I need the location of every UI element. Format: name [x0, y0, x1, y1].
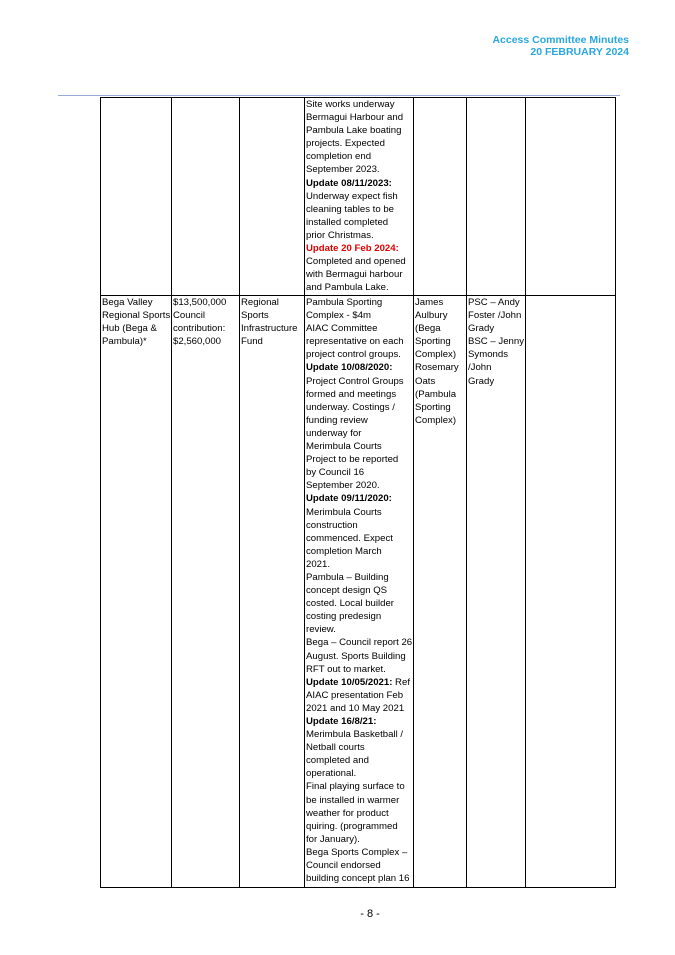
text-line: Infrastructure: [241, 323, 298, 335]
text-line: [306, 532, 412, 545]
header-rule: [58, 95, 620, 96]
text-run: Merimbula Courts: [306, 441, 382, 453]
text-run: 2021.: [306, 558, 331, 570]
text-line: [306, 506, 412, 519]
document-header: [492, 34, 629, 58]
text-run: operational.: [306, 768, 357, 780]
notes-cell: [526, 98, 616, 296]
text-run: project control groups.: [306, 349, 401, 361]
text-line: $13,500,000: [173, 297, 227, 308]
text-run: Site works underway: [306, 99, 395, 110]
text-run: Merimbula Courts: [306, 506, 382, 518]
text-line: (Bega: [415, 323, 441, 335]
group-cell: [467, 98, 526, 296]
text-run: AIAC Committee: [306, 323, 378, 335]
text-line: [306, 137, 412, 150]
text-line: [306, 689, 412, 702]
text-line: $2,560,000: [173, 336, 222, 348]
text-line: [306, 584, 412, 597]
text-line: [306, 820, 412, 833]
text-line: [306, 322, 412, 335]
text-run: Final playing surface to: [306, 781, 405, 793]
text-line: [306, 124, 412, 137]
update-heading: Update 20 Feb 2024:: [306, 243, 399, 255]
text-run: Completed and opened: [306, 256, 406, 268]
text-line: [306, 728, 412, 741]
text-line: [306, 872, 412, 885]
project-cell: [101, 296, 172, 888]
text-line: Sports: [241, 310, 269, 322]
text-line: [306, 427, 412, 440]
project-cell: [101, 98, 172, 296]
text-run: September 2023.: [306, 164, 380, 176]
text-line: Oats: [415, 375, 436, 387]
text-run: Pambula – Building: [306, 571, 389, 583]
text-line: [306, 610, 412, 623]
text-line: [306, 177, 412, 190]
text-line: [306, 558, 412, 571]
text-line: Complex): [415, 414, 457, 426]
responsible-cell: [414, 296, 467, 888]
text-line: [306, 361, 412, 374]
text-run: installed completed: [306, 216, 389, 228]
text-run: costing predesign: [306, 611, 382, 623]
text-line: Fund: [241, 336, 263, 348]
text-run: completion end: [306, 151, 372, 163]
update-heading: Update 16/8/21:: [306, 716, 377, 727]
text-run: September 2020.: [306, 480, 380, 492]
text-line: Hub (Bega &: [102, 323, 157, 335]
funding-cell: [172, 296, 240, 888]
text-run: construction: [306, 519, 358, 531]
text-run: weather for product: [306, 807, 389, 819]
text-line: [306, 492, 412, 505]
source-cell: [240, 98, 305, 296]
text-line: [306, 335, 412, 348]
text-run: Underway expect fish: [306, 190, 398, 202]
text-line: Aulbury: [415, 310, 448, 322]
text-run: concept design QS: [306, 585, 388, 597]
page-number: - 8 -: [360, 908, 380, 920]
text-run: Merimbula Basketball /: [306, 729, 404, 741]
text-run: formed and meetings: [306, 388, 397, 400]
text-line: Bega Valley: [102, 297, 153, 308]
text-line: [306, 309, 412, 322]
comments-cell: [305, 296, 414, 888]
text-run: cleaning tables to be: [306, 203, 395, 215]
text-run: RFT out to market.: [306, 663, 386, 675]
text-line: [306, 859, 412, 872]
header-title: Access Committee Minutes: [492, 34, 629, 46]
text-line: [306, 255, 412, 268]
text-run: quiring. (programmed: [306, 820, 398, 832]
text-run: by Council 16: [306, 467, 365, 479]
text-line: [306, 571, 412, 584]
text-run: and Pambula Lake.: [306, 282, 389, 294]
text-run: Project Control Groups: [306, 375, 404, 387]
text-run: commenced. Expect: [306, 532, 393, 544]
text-line: [306, 401, 412, 414]
text-line: Regional Sports: [102, 310, 171, 322]
text-run: Pambula Lake boating: [306, 125, 402, 137]
text-run: Complex - $4m: [306, 310, 372, 322]
text-line: [306, 453, 412, 466]
text-line: [306, 767, 412, 780]
text-line: Sporting: [415, 336, 451, 348]
text-line: [306, 676, 412, 689]
text-run: Bermagui Harbour and: [306, 112, 404, 124]
text-run: funding review: [306, 414, 368, 426]
text-run: Project to be reported: [306, 454, 399, 466]
text-run: representative on each: [306, 336, 404, 348]
text-line: [306, 650, 412, 663]
text-line: [306, 281, 412, 294]
text-run: Bega – Council report 26: [306, 637, 413, 649]
text-line: [306, 98, 412, 111]
text-line: [306, 702, 412, 715]
text-line: [306, 519, 412, 532]
text-line: [306, 807, 412, 820]
text-line: [306, 754, 412, 767]
text-line: Pambula)*: [102, 336, 147, 348]
text-line: [306, 846, 412, 859]
text-run: underway. Costings /: [306, 401, 395, 413]
text-line: Rosemary: [415, 362, 459, 374]
text-run: Bega Sports Complex –: [306, 846, 408, 858]
text-line: Sporting: [415, 401, 451, 413]
text-run: completed and: [306, 755, 369, 767]
text-line: [306, 715, 412, 728]
text-line: Regional: [241, 297, 279, 308]
text-run: 2021 and 10 May 2021: [306, 702, 405, 714]
text-line: [306, 663, 412, 676]
header-date: 20 FEBRUARY 2024: [530, 46, 629, 58]
text-line: [306, 466, 412, 479]
text-line: (Pambula: [415, 388, 457, 400]
text-run: underway for: [306, 427, 362, 439]
text-run: August. Sports Building: [306, 650, 406, 662]
text-line: [306, 414, 412, 427]
text-line: Council: [173, 310, 205, 322]
text-run: costed. Local builder: [306, 598, 394, 610]
text-run: Council endorsed: [306, 860, 381, 872]
text-line: Foster /John: [468, 310, 522, 322]
text-line: Grady: [468, 323, 495, 335]
update-heading: Update 08/11/2023:: [306, 177, 392, 189]
text-line: [306, 780, 412, 793]
text-line: [306, 545, 412, 558]
notes-cell: [526, 296, 616, 888]
text-line: [306, 440, 412, 453]
text-run: with Bermagui harbour: [306, 269, 403, 281]
text-line: [306, 163, 412, 176]
text-line: [306, 216, 412, 229]
text-line: [306, 150, 412, 163]
comments-cell: [305, 98, 414, 296]
responsible-cell: [414, 98, 467, 296]
text-line: BSC – Jenny: [468, 336, 524, 348]
text-line: [306, 268, 412, 281]
text-line: Grady: [468, 375, 495, 387]
text-run: completion March: [306, 545, 382, 557]
text-run: Netball courts: [306, 742, 365, 754]
text-line: contribution:: [173, 323, 226, 335]
text-line: PSC – Andy: [468, 297, 520, 308]
text-line: Complex): [415, 349, 457, 361]
text-line: James: [415, 297, 444, 308]
source-cell: [240, 296, 305, 888]
group-cell: [467, 296, 526, 888]
text-line: [306, 479, 412, 492]
text-line: /John: [468, 362, 492, 374]
text-run: be installed in warmer: [306, 794, 400, 806]
text-line: [306, 388, 412, 401]
text-run: AIAC presentation Feb: [306, 689, 404, 701]
text-line: [306, 623, 412, 636]
update-heading: Update 10/05/2021:: [306, 676, 393, 688]
text-run: Ref: [392, 676, 410, 688]
text-line: [306, 741, 412, 754]
update-heading: Update 09/11/2020:: [306, 493, 392, 505]
text-line: [306, 833, 412, 846]
text-line: [306, 190, 412, 203]
text-line: [306, 794, 412, 807]
text-run: review.: [306, 624, 336, 636]
text-run: building concept plan 16: [306, 873, 410, 885]
text-line: [306, 296, 412, 309]
text-run: Pambula Sporting: [306, 297, 383, 308]
text-line: [306, 242, 412, 255]
text-run: prior Christmas.: [306, 229, 374, 241]
text-line: [306, 375, 412, 388]
text-line: [306, 111, 412, 124]
text-line: [306, 203, 412, 216]
table-row: [101, 296, 616, 888]
text-line: [306, 348, 412, 361]
funding-cell: [172, 98, 240, 296]
text-line: [306, 597, 412, 610]
update-heading: Update 10/08/2020:: [306, 362, 393, 374]
minutes-table: [100, 97, 616, 888]
table-row: [101, 98, 616, 296]
text-line: [306, 229, 412, 242]
text-line: Symonds: [468, 349, 508, 361]
text-run: projects. Expected: [306, 138, 385, 150]
text-line: [306, 636, 412, 649]
text-run: for January).: [306, 833, 360, 845]
